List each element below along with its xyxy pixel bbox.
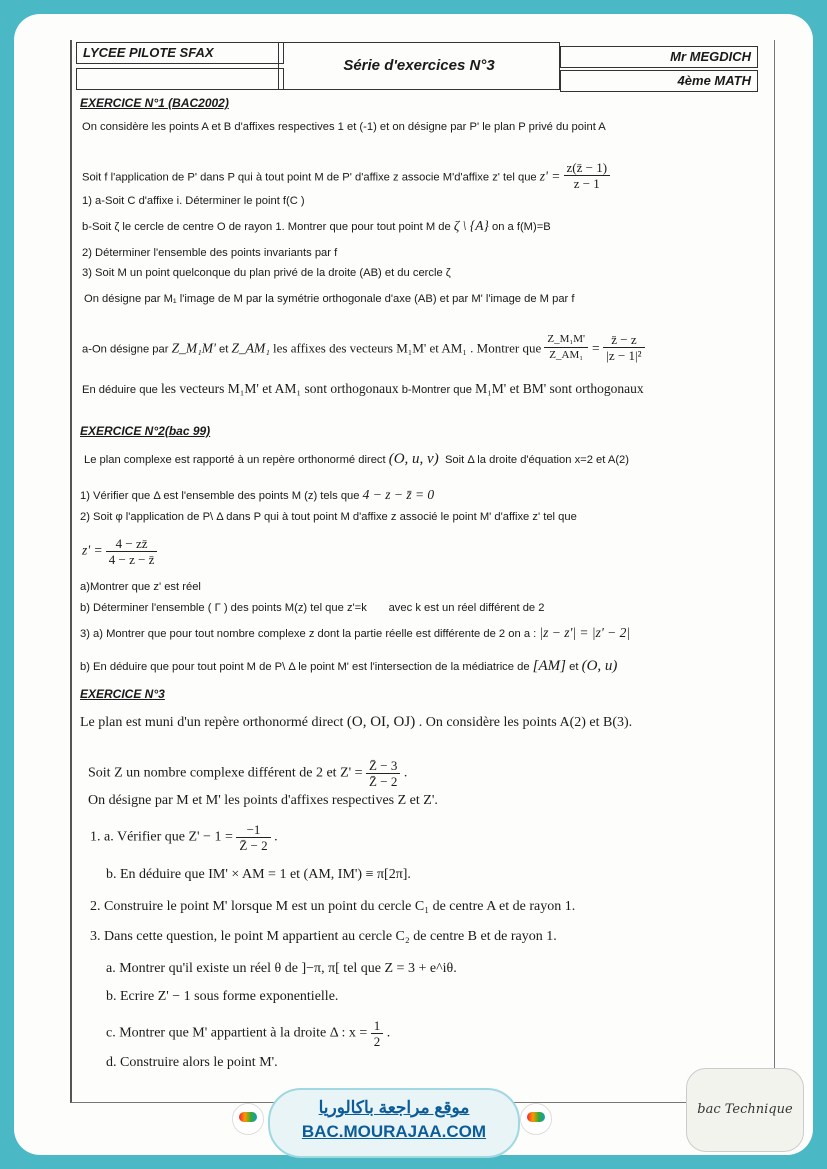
ex3-line10-den: 2 [373,1034,381,1049]
ex1-line8-c: les affixes des vecteurs M₁M' et AM₁ . Montrer que [273,340,542,356]
ex1-line4-end: on a f(M)=B [491,221,551,233]
ex2-line7-eq: |z − z'| = |z' − 2| [539,625,631,640]
ex3-line5: b. En déduire que IM' × AM = 1 et (AM, IM') ≡ π[2π]. [106,867,411,882]
ex1-line8-z1: Z_M₁M' [171,340,216,356]
ex2-line4-lhs: z' = [82,542,103,558]
school-box [76,42,284,64]
ex1-line8 [82,334,645,365]
ex2-line4-den: 4 − z − z̄ [108,552,155,567]
footer-banner[interactable] [268,1088,520,1158]
ex3-line4-a: 1. a. Vérifier que Z' − 1 = [90,829,233,845]
ex1-line2 [82,162,610,193]
ex3-line11: d. Construire alors le point M'. [106,1055,278,1070]
ex3-line4-b: . [274,829,278,845]
ex2-line2-a: 1) Vérifier que Δ est l'ensemble des points M (z) tels que [80,490,360,502]
ex1-line9-b: les vecteurs M₁M' et AM₁ sont orthogonaux [161,381,399,396]
ex1-line5: 2) Déterminer l'ensemble des points invariants par f [82,247,338,259]
ex2-line8-b: et [569,661,579,673]
ex3-line8: a. Montrer qu'il existe un réel θ de ]−π, π[ tel que Z = 3 + e^iθ. [106,961,457,976]
ex2-line8-a: b) En déduire que pour tout point M de P\ Δ le point M' est l'intersection de la médiatrice de [80,661,530,673]
ex2-line7-a: 3) a) Montrer que pour tout nombre complexe z dont la partie réelle est différente de 2 on a : [80,628,537,640]
ex2-line8-axis: (O, u) [581,658,618,674]
ex1-line3: 1) a-Soit C d'affixe i. Déterminer le point f(C ) [82,195,305,207]
ex3-line10-a: c. Montrer que M' appartient à la droite Δ : x = [106,1025,368,1041]
ex2-line6-a: b) Déterminer l'ensemble ( Γ ) des points M(z) tel que z'=k [80,602,367,614]
ex1-line8-rnum: z̄ − z [603,332,644,348]
ex3-line7: 3. Dans cette question, le point M appartient au cercle C₂ de centre B et de rayon 1. [90,929,557,944]
footer-url-link[interactable]: BAC.MOURAJAA.COM [301,1122,487,1141]
ex1-line8-eq: = [591,340,601,356]
ex3-line2-frac [366,758,400,789]
ex1-line9-a: En déduire que [82,384,158,396]
ex2-line2 [80,488,434,503]
ex3-line3: On désigne par M et M' les points d'affixes respectives Z et Z'. [88,793,438,808]
ex1-line4-text: b-Soit ζ le cercle de centre O de rayon 1. Montrer que pour tout point M de [82,221,451,233]
ex1-line8-den: Z_AM₁ [549,349,584,361]
ex3-line1-b: . On considère les points A(2) et B(3). [418,715,633,730]
ex1-line8-z2: Z_AM₁ [231,340,270,356]
right-logo-icon [520,1103,552,1135]
ex2-line4-frac [106,536,158,567]
ex1-line6: 3) Soit M un point quelconque du plan privé de la droite (AB) et du cercle ζ [82,267,451,279]
ex2-line3: 2) Soit φ l'application de P\ Δ dans P qui à tout point M d'affixe z associé le point M' d'affixe z' tel que [80,511,577,523]
ex1-heading: EXERCICE N°1 (BAC2002) [80,96,229,110]
ex3-line10-num: 1 [371,1018,384,1034]
ex2-line1-frame: (O, u, v) [388,451,439,467]
ex3-line2-num: Z̄ − 3 [366,758,400,774]
ex3-line4 [90,822,278,853]
bac-technique-badge: bac Technique [686,1068,804,1152]
ex3-line4-den: Z̄ − 2 [239,838,268,853]
class-name: 4ème MATH [677,73,751,88]
ex2-line6 [80,601,544,615]
ex3-line9: b. Ecrire Z' − 1 sous forme exponentielle. [106,989,339,1004]
ex3-line1-frame: (O, OI, OJ) [346,714,416,730]
empty-box [76,68,284,90]
ex1-line8-rden: |z − 1|² [606,348,642,363]
ex1-line8-b: et [219,343,229,356]
ex1-line8-rfrac [603,332,644,363]
teacher-box [560,46,758,68]
class-box [560,70,758,92]
ex1-frac-den: z − 1 [573,176,600,191]
footer-arabic-link[interactable]: موقع مراجعة باكالوريا [318,1098,470,1117]
ex1-frac-num: z(z̄ − 1) [564,160,611,176]
ex3-line2-den: Z̄ − 2 [369,774,398,789]
ex2-line8-seg: [AM] [532,658,567,674]
ex2-line4 [82,536,157,567]
school-name: LYCEE PILOTE SFAX [83,45,214,60]
ex2-line8 [80,659,617,674]
ex1-line2-text: Soit f l'application de P' dans P qui à tout point M de P' d'affixe z associe M'd'affixe z' tel que [82,171,537,184]
ex1-line8-frac [544,332,588,363]
title-box [278,42,560,90]
ex2-line1-a: Le plan complexe est rapporté à un repère orthonormé direct [84,454,386,466]
page-sheet [14,14,813,1155]
ex2-line2-eq: 4 − z − z̄ = 0 [362,487,435,502]
ex3-line4-num: −1 [236,822,270,838]
ex1-line4 [82,219,551,234]
ex3-line2-lhs: Z' = [340,765,363,781]
ex3-line1-a: Le plan est muni d'un repère orthonormé direct [80,715,344,730]
ex1-line9 [82,382,644,397]
ex1-line8-num: Z_M₁M' [544,332,588,348]
ex3-line6: 2. Construire le point M' lorsque M est un point du cercle C₁ de centre A et de rayon 1. [90,899,576,914]
ex1-line9-c: b-Montrer que [401,384,472,396]
ex1-fraction [564,160,611,191]
ex3-line4-frac [236,822,270,853]
ex1-line8-a: a-On désigne par [82,343,169,356]
ex3-heading: EXERCICE N°3 [80,687,165,701]
ex1-line7: On désigne par M₁ l'image de M par la symétrie orthogonale d'axe (AB) et par M' l'image de M par f [84,293,575,305]
ex2-line1-b: Soit Δ la droite d'équation x=2 et A(2) [444,454,629,466]
ex3-line2 [88,758,407,789]
ex1-line4-set: ζ \ {A} [453,218,489,233]
ex2-line5: a)Montrer que z' est réel [80,581,201,593]
ex3-line2-b: . [403,765,408,781]
ex1-line9-d: M₁M' et BM' sont orthogonaux [475,381,644,396]
page-title: Série d'exercices N°3 [343,57,495,74]
ex3-line2-a: Soit Z un nombre complexe différent de 2 et [88,765,337,781]
ex2-line6-b: avec k est un réel différent de 2 [388,602,545,614]
ex1-line1: On considère les points A et B d'affixes respectives 1 et (-1) et on désigne par P' le plan P privé du point A [82,121,606,133]
ex2-line4-num: 4 − zz̄ [106,536,158,552]
ex2-line1 [84,452,629,467]
ex2-heading: EXERCICE N°2(bac 99) [80,424,211,438]
ex3-line10 [106,1018,390,1049]
ex1-line2-lhs: z' = [539,168,561,184]
ex3-line10-b: . [386,1025,391,1041]
ex2-line7 [80,626,630,641]
teacher-name: Mr MEGDICH [670,49,751,64]
ex3-line1 [80,714,632,731]
left-logo-icon [232,1103,264,1135]
ex3-line10-frac [371,1018,384,1049]
